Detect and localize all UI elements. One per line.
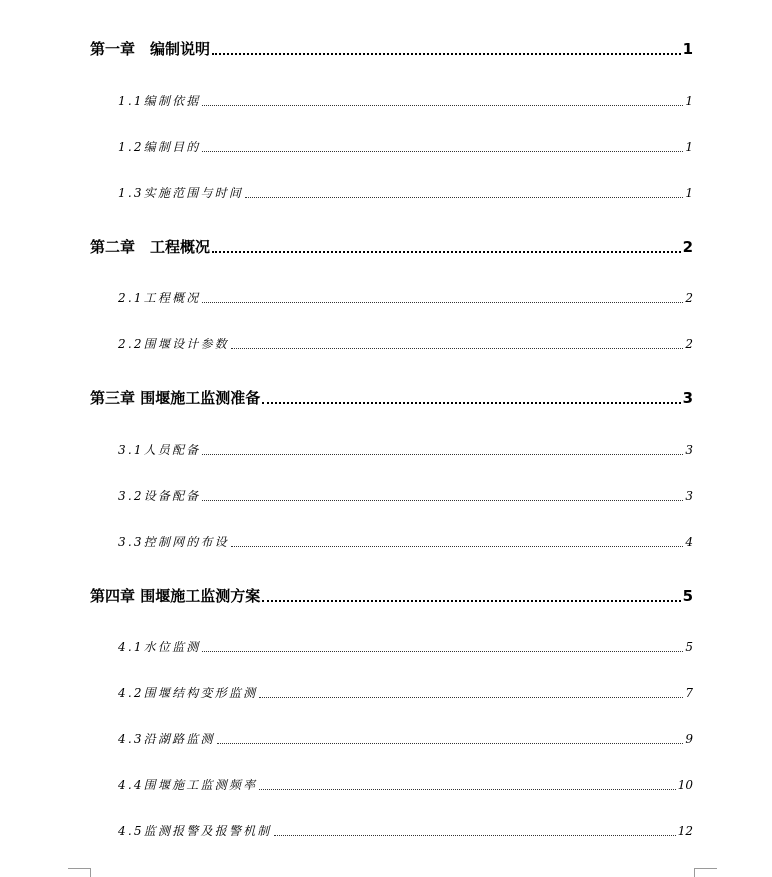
toc-section-3-2[interactable] xyxy=(118,487,693,504)
toc-section-1-3[interactable] xyxy=(118,184,693,201)
toc-label: 第四章 围堰施工监测方案 xyxy=(90,587,261,605)
toc-page-number: 2 xyxy=(685,291,693,305)
toc-label: 2.2围堰设计参数 xyxy=(118,337,229,351)
toc-page-number: 1 xyxy=(685,186,693,200)
dot-leader xyxy=(202,500,683,501)
dot-leader xyxy=(212,251,681,253)
toc-page-number: 1 xyxy=(685,94,693,108)
toc-label: 第一章 编制说明 xyxy=(90,40,211,58)
toc-section-1-2[interactable] xyxy=(118,138,693,155)
dot-leader xyxy=(202,105,683,106)
dot-leader xyxy=(262,600,680,602)
toc-label: 第三章 围堰施工监测准备 xyxy=(90,389,261,407)
dot-leader xyxy=(202,651,683,652)
toc-label: 1.3实施范围与时间 xyxy=(118,186,244,200)
toc-page-number: 10 xyxy=(677,778,693,792)
dot-leader xyxy=(274,835,676,836)
toc-page-number: 4 xyxy=(685,535,693,549)
toc-label: 4.2围堰结构变形监测 xyxy=(118,686,258,700)
toc-page-number: 7 xyxy=(685,686,693,700)
toc-page-number: 5 xyxy=(682,587,693,605)
toc-label: 4.4围堰施工监测频率 xyxy=(118,778,258,792)
toc-page-number: 3 xyxy=(685,443,693,457)
toc-label: 3.1人员配备 xyxy=(118,443,201,457)
toc-label: 1.2编制目的 xyxy=(118,140,201,154)
toc-page-number: 1 xyxy=(682,40,693,58)
toc-page-number: 9 xyxy=(685,732,693,746)
toc-label: 4.1水位监测 xyxy=(118,640,201,654)
dot-leader xyxy=(212,53,681,55)
toc-label: 第二章 工程概况 xyxy=(90,238,211,256)
toc-page-number: 1 xyxy=(685,140,693,154)
toc-section-4-1[interactable] xyxy=(118,638,693,655)
dot-leader xyxy=(262,402,680,404)
toc-page-number: 3 xyxy=(682,389,693,407)
toc-page-number: 3 xyxy=(685,489,693,503)
dot-leader xyxy=(245,197,683,198)
toc-section-4-4[interactable] xyxy=(118,776,693,793)
toc-label: 4.5监测报警及报警机制 xyxy=(118,824,272,838)
toc-chapter-1[interactable] xyxy=(90,38,693,59)
toc-chapter-4[interactable] xyxy=(90,585,693,606)
toc-section-1-1[interactable] xyxy=(118,92,693,109)
dot-leader xyxy=(231,546,683,547)
toc-page-number: 12 xyxy=(677,824,693,838)
toc-section-4-3[interactable] xyxy=(118,730,693,747)
toc-label: 1.1编制依据 xyxy=(118,94,201,108)
toc-section-2-1[interactable] xyxy=(118,289,693,306)
dot-leader xyxy=(202,302,683,303)
toc-section-3-1[interactable] xyxy=(118,441,693,458)
toc-page-number: 5 xyxy=(685,640,693,654)
toc-label: 3.3控制网的布设 xyxy=(118,535,229,549)
dot-leader xyxy=(259,789,675,790)
page-corner-mark-right xyxy=(694,868,717,877)
toc-section-4-2[interactable] xyxy=(118,684,693,701)
dot-leader xyxy=(217,743,684,744)
toc-section-3-3[interactable] xyxy=(118,533,693,550)
toc-page-number: 2 xyxy=(685,337,693,351)
toc-section-2-2[interactable] xyxy=(118,335,693,352)
toc-chapter-3[interactable] xyxy=(90,387,693,408)
toc-section-4-5[interactable] xyxy=(118,822,693,839)
toc-chapter-2[interactable] xyxy=(90,236,693,257)
dot-leader xyxy=(259,697,683,698)
toc-page-number: 2 xyxy=(682,238,693,256)
dot-leader xyxy=(202,454,683,455)
toc-label: 4.3沿湖路监测 xyxy=(118,732,215,746)
dot-leader xyxy=(231,348,683,349)
toc-label: 2.1工程概况 xyxy=(118,291,201,305)
dot-leader xyxy=(202,151,683,152)
page-corner-mark-left xyxy=(68,868,91,877)
toc-label: 3.2设备配备 xyxy=(118,489,201,503)
